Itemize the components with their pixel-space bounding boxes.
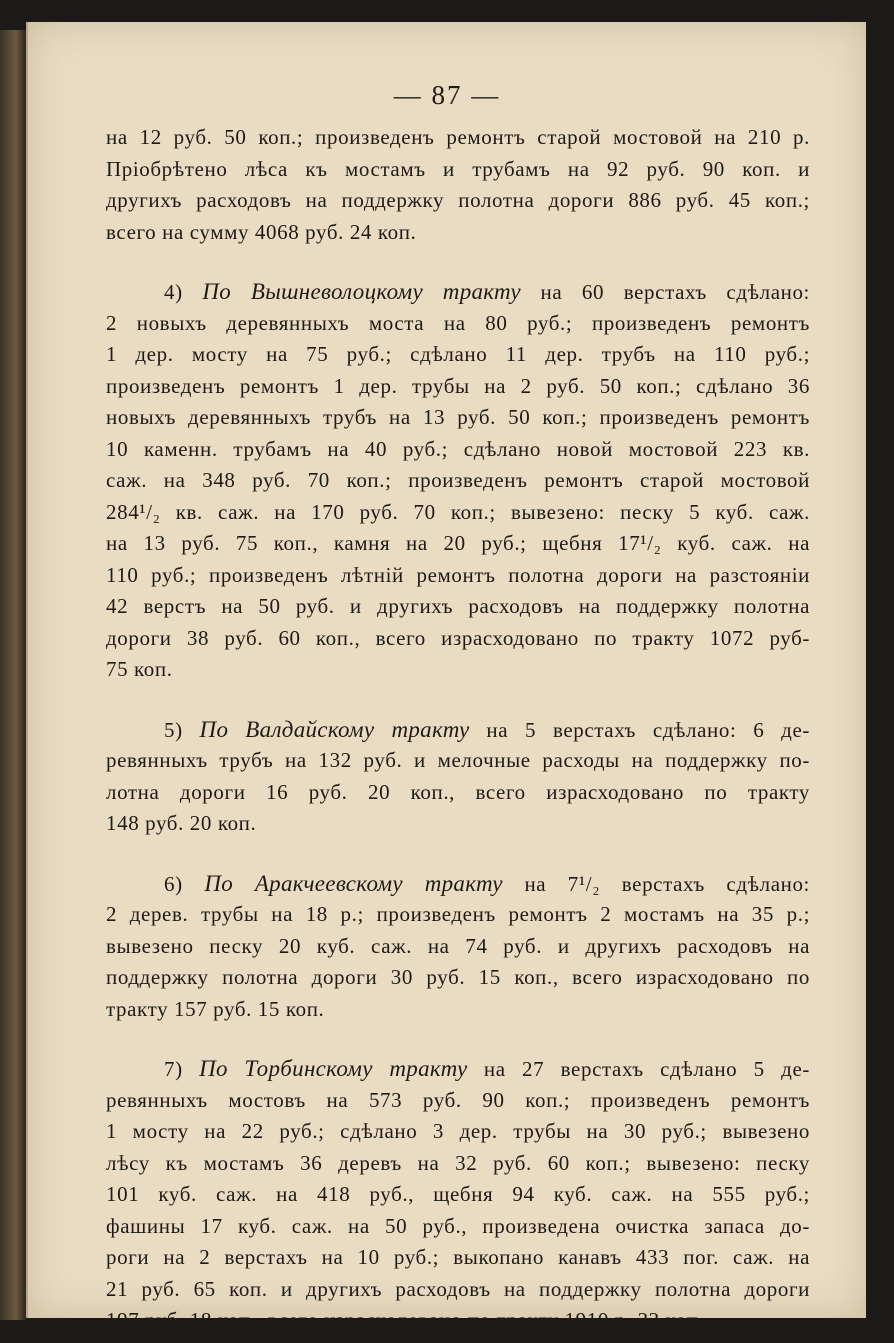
- text-line: другихъ расходовъ на поддержку полотна дороги 886 руб. 45 коп.;: [106, 188, 810, 212]
- text-line: произведенъ ремонтъ 1 дер. трубы на 2 руб. 50 коп.; сдѣлано 36: [106, 373, 810, 398]
- paragraph-vyshnevolotsky: [106, 276, 810, 686]
- text-line: ревянныхъ мостовъ на 573 руб. 90 коп.; произведенъ ремонтъ: [106, 1087, 810, 1112]
- paragraph-first-line: [106, 276, 810, 308]
- text-line: Пріобрѣтено лѣса къ мостамъ и трубамъ на 92 руб. 90 коп. и: [106, 156, 810, 181]
- paragraph-first-line: [106, 714, 810, 746]
- book-page: [26, 22, 866, 1332]
- text-line: 284¹/₂ кв. саж. на 170 руб. 70 коп.; вывезено: песку 5 куб. саж.: [106, 499, 810, 524]
- page-body: [106, 122, 810, 1337]
- text-line: ревянныхъ трубъ на 132 руб. и мелочные расходы на поддержку по-: [106, 748, 810, 772]
- text-line: 10 каменн. трубамъ на 40 руб.; сдѣлано новой мостовой 223 кв.: [106, 436, 810, 461]
- text-line: лотна дороги 16 руб. 20 коп., всего израсходовано по тракту: [106, 779, 810, 804]
- tract-name: По Валдайскому тракту: [199, 716, 470, 742]
- text-line: саж. на 348 руб. 70 коп.; произведенъ ремонтъ старой мостовой: [106, 468, 810, 492]
- first-line-rest: на 60 верстахъ сдѣлано:: [540, 280, 810, 304]
- item-number: 5): [164, 717, 183, 742]
- first-line-rest: на 5 верстахъ сдѣлано: 6 де-: [486, 717, 810, 742]
- paragraph-arakcheevsky: [106, 868, 810, 1026]
- text-line: фашины 17 куб. саж. на 50 руб., произведена очистка запаса до-: [106, 1213, 810, 1238]
- text-line: 148 руб. 20 коп.: [106, 811, 257, 835]
- text-line: новыхъ деревянныхъ трубъ на 13 руб. 50 коп.; произведенъ ремонтъ: [106, 405, 810, 429]
- first-line-rest: на 7¹/₂ верстахъ сдѣлано:: [524, 871, 810, 896]
- paragraph-continuation: [106, 122, 810, 248]
- text-line: всего на сумму 4068 руб. 24 коп.: [106, 219, 417, 244]
- text-line: поддержку полотна дороги 30 руб. 15 коп., всего израсходовано по: [106, 965, 810, 989]
- text-line: дороги 38 руб. 60 коп., всего израсходовано по тракту 1072 руб-: [106, 625, 810, 650]
- item-number: 6): [164, 871, 183, 896]
- text-line: лѣсу къ мостамъ 36 деревъ на 32 руб. 60 коп.; вывезено: песку: [106, 1150, 810, 1175]
- tract-name: По Торбинскому тракту: [199, 1056, 468, 1081]
- book-spine: [0, 30, 26, 1320]
- text-line: 21 руб. 65 коп. и другихъ расходовъ на поддержку полотна дороги: [106, 1276, 810, 1301]
- paragraph-first-line: [106, 868, 810, 900]
- tract-name: По Вышневолоцкому тракту: [202, 279, 521, 304]
- text-line: 1 дер. мосту на 75 руб.; сдѣлано 11 дер. трубъ на 110 руб.;: [106, 342, 810, 366]
- text-line: на 13 руб. 75 коп., камня на 20 руб.; щебня 17¹/₂ куб. саж. на: [106, 531, 810, 555]
- text-line: 197 руб. 18 коп., всего израсходовано по тракту 1910 р. 33 коп.: [106, 1308, 705, 1332]
- text-line: 42 верстъ на 50 руб. и другихъ расходовъ на поддержку полотна: [106, 594, 810, 618]
- item-number: 7): [164, 1057, 183, 1081]
- text-line: 1 мосту на 22 руб.; сдѣлано 3 дер. трубы на 30 руб.; вывезено: [106, 1119, 810, 1143]
- text-line: 2 дерев. трубы на 18 р.; произведенъ ремонтъ 2 мостамъ на 35 р.;: [106, 902, 810, 926]
- paragraph-first-line: [106, 1053, 810, 1085]
- paragraph-valdaysky: [106, 714, 810, 840]
- text-line: тракту 157 руб. 15 коп.: [106, 996, 325, 1021]
- text-line: 75 коп.: [106, 657, 173, 681]
- text-line: 2 новыхъ деревянныхъ моста на 80 руб.; произведенъ ремонтъ: [106, 310, 810, 335]
- text-line: на 12 руб. 50 коп.; произведенъ ремонтъ старой мостовой на 210 р.: [106, 125, 810, 149]
- text-line: 110 руб.; произведенъ лѣтній ремонтъ полотна дороги на разстояніи: [106, 562, 810, 587]
- first-line-rest: на 27 верстахъ сдѣлано 5 де-: [483, 1057, 810, 1081]
- text-line: вывезено песку 20 куб. саж. на 74 руб. и другихъ расходовъ на: [106, 933, 810, 958]
- paragraph-torbinsky: [106, 1053, 810, 1337]
- tract-name: По Аракчеевскому тракту: [204, 870, 503, 896]
- item-number: 4): [164, 280, 183, 304]
- page-number: — 87 —: [393, 80, 501, 110]
- text-line: роги на 2 верстахъ на 10 руб.; выкопано канавъ 433 пог. саж. на: [106, 1245, 810, 1269]
- text-line: 101 куб. саж. на 418 руб., щебня 94 куб. саж. на 555 руб.;: [106, 1182, 810, 1206]
